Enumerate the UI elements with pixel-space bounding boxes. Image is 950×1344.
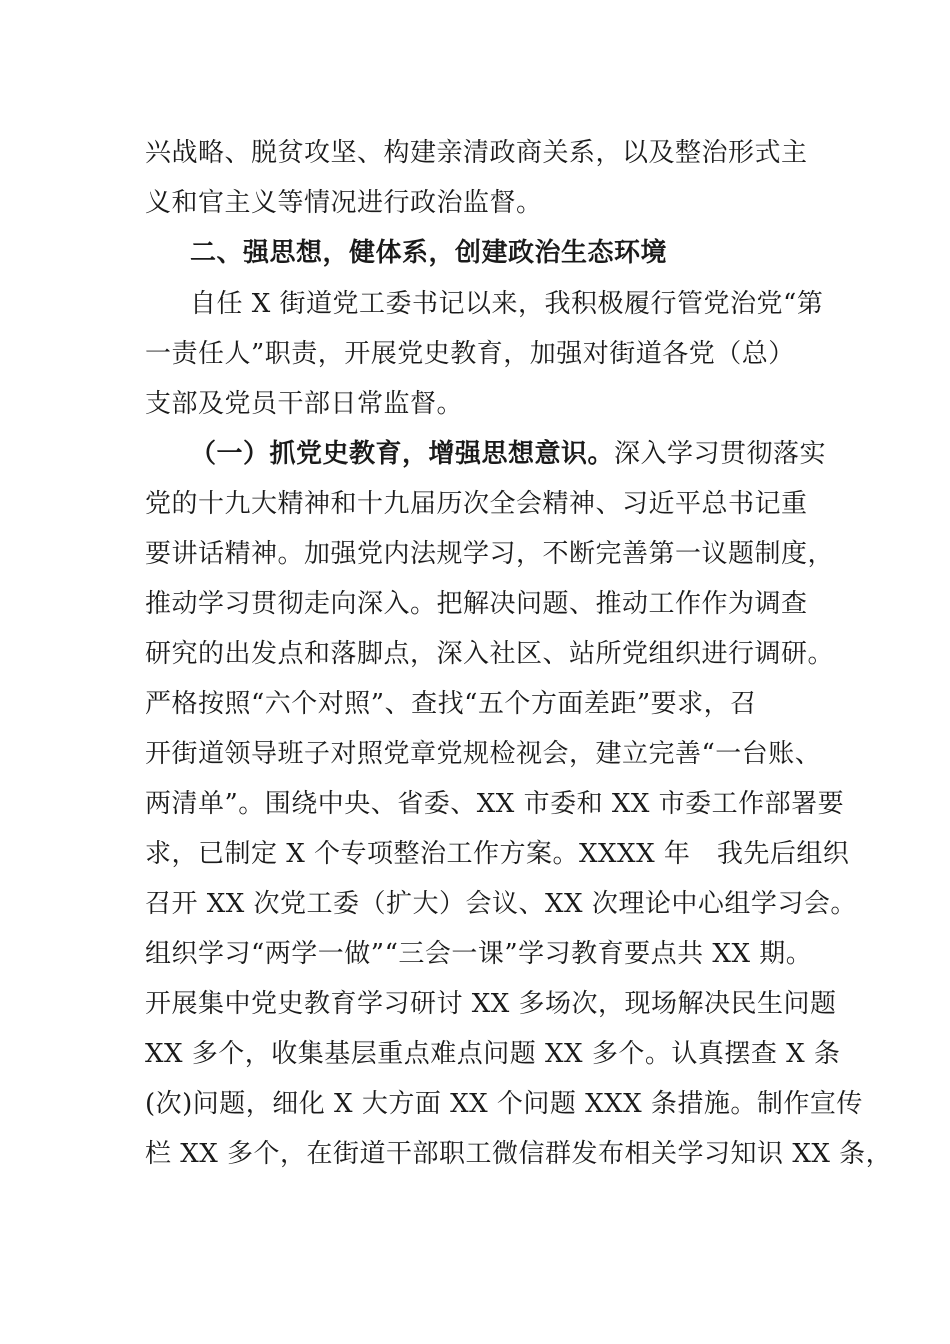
body-text-line: 自任 X 街道党工委书记以来，我积极履行管党治党“第 <box>190 289 824 319</box>
section-heading: 二、强思想，健体系，创建政治生态环境 <box>190 238 668 268</box>
body-text-line: 栏 XX 多个，在街道干部职工微信群发布相关学习知识 XX 条， <box>145 1139 893 1169</box>
body-text-line: 兴战略、脱贫攻坚、构建亲清政商关系，以及整治形式主 <box>145 138 808 168</box>
body-text-line: 党的十九大精神和十九届历次全会精神、习近平总书记重 <box>145 489 808 519</box>
body-text-line: XX 多个，收集基层重点难点问题 XX 多个。认真摆查 X 条 <box>145 1039 841 1069</box>
body-text-line: (次)问题，细化 X 大方面 XX 个问题 XXX 条措施。制作宣传 <box>145 1089 863 1119</box>
body-text-line: 一责任人”职责，开展党史教育，加强对街道各党（总） <box>145 339 795 369</box>
body-text-line: 两清单”。围绕中央、省委、XX 市委和 XX 市委工作部署要 <box>145 789 845 819</box>
body-text-line: 推动学习贯彻走向深入。把解决问题、推动工作作为调查 <box>145 589 808 619</box>
body-text-line: 开展集中党史教育学习研讨 XX 多场次，现场解决民生问题 <box>145 989 837 1019</box>
body-text-line: 求，已制定 X 个专项整治工作方案。XXXX 年 我先后组织 <box>145 839 850 869</box>
body-text-line: 支部及党员干部日常监督。 <box>145 389 464 419</box>
body-text-line: 召开 XX 次党工委（扩大）会议、XX 次理论中心组学习会。 <box>145 889 857 919</box>
body-text-line: 开街道领导班子对照党章党规检视会，建立完善“一台账、 <box>145 739 822 769</box>
body-text-line: 组织学习“两学一做”“三会一课”学习教育要点共 XX 期。 <box>145 939 813 969</box>
subsection-heading: （一）抓党史教育，增强思想意识。 <box>190 439 615 469</box>
subsection-paragraph-start <box>190 437 826 471</box>
body-text-line: 义和官主义等情况进行政治监督。 <box>145 188 543 218</box>
body-text-line: 研究的出发点和落脚点，深入社区、站所党组织进行调研。 <box>145 639 835 669</box>
body-text-line: 要讲话精神。加强党内法规学习，不断完善第一议题制度， <box>145 539 835 569</box>
body-text-run: 深入学习贯彻落实 <box>614 439 827 469</box>
body-text-line: 严格按照“六个对照”、查找“五个方面差距”要求，召 <box>145 689 757 719</box>
